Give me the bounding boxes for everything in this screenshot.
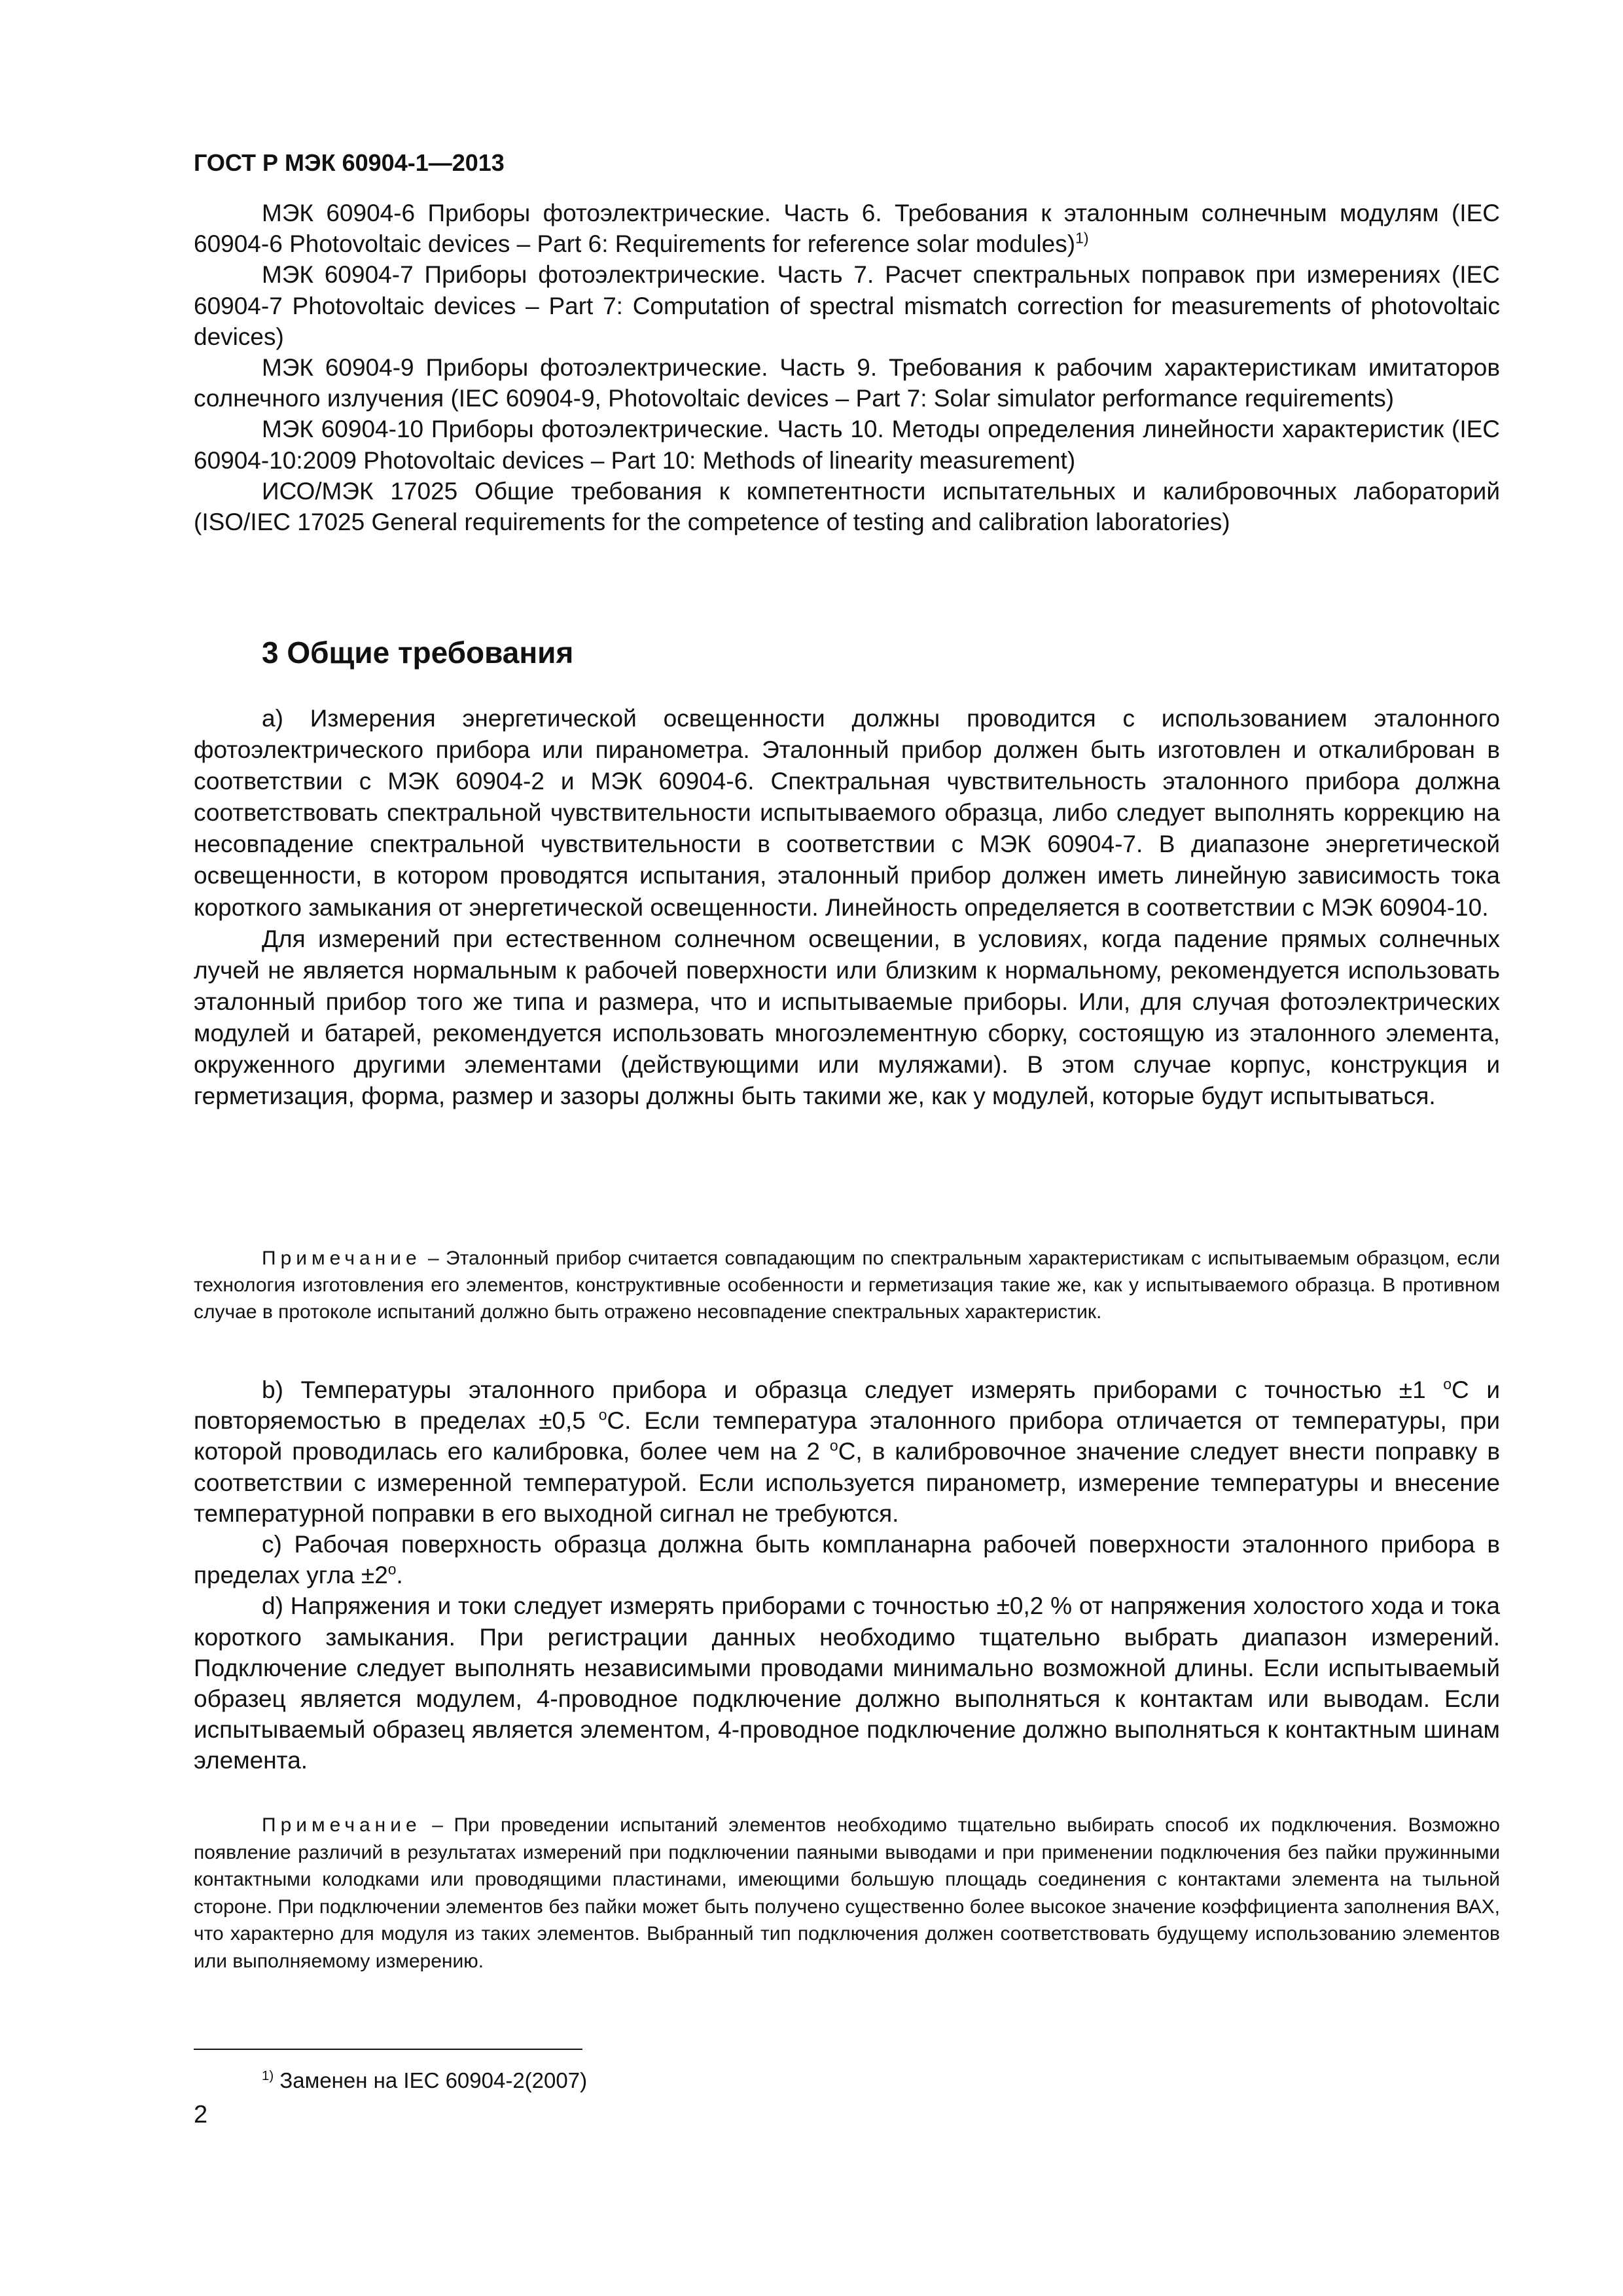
degree-mark: o (598, 1406, 607, 1424)
reference-item (194, 352, 1500, 414)
reference-item (194, 414, 1500, 475)
paragraph-b: b) Температуры эталонного прибора и образца следует измерять приборами с точностью ±1 $^o$С и повторяемостью в пределах ±0,5 $^o$С. Если температура эталонного прибора отличается от температуры, при которой проводилась его калибровка, более чем на 2 $^o$С, в калибровочное значение следует внести поправку в соответствии с измеренной температурой. Если используется пиранометр, измерение температуры и внесение температурной поправки в его выходной сигнал не требуются. (194, 1375, 1501, 1527)
reference-item (194, 259, 1500, 352)
section-body-a (194, 703, 1500, 1112)
note-label: Примечание (262, 1814, 421, 1836)
reference-text: Приборы фотоэлектрические. Часть 7. Расчет спектральных поправок при измерениях (IEC 60904-7 Photovoltaic devices – Part 7: Computation of spectral mismatch correction for measurements of photovoltaic devices) (194, 261, 1500, 350)
note-block (194, 1812, 1500, 1975)
reference-text: Общие требования к компетентности испытательных и калибровочных лабораторий (ISO/IEC 17025 General requirements for the competence of testing and calibration laboratories) (194, 477, 1501, 536)
footnote-marker: 1) (1075, 229, 1089, 247)
footnote-text: Заменен на IEC 60904-2(2007) (279, 2068, 588, 2092)
note-block (194, 1245, 1500, 1325)
footnote-divider (194, 2049, 582, 2050)
paragraph-c: c) Рабочая поверхность образца должна быть компланарна рабочей поверхности эталонного прибора в пределах угла $\pm 2^o$. (194, 1531, 1500, 1589)
reference-item (194, 198, 1500, 259)
section-body-b (194, 1374, 1500, 1776)
reference-code: МЭК 60904-7 (262, 261, 414, 289)
degree-mark: o (829, 1437, 838, 1455)
note-label: Примечание (262, 1247, 421, 1269)
degree-mark: o (387, 1560, 397, 1578)
page-number: 2 (194, 2101, 208, 2128)
paragraph-a: a) Измерения энергетической освещенности должны проводится с использованием эталонного фотоэлектрического прибора или пиранометра. Эталонный прибор должен быть изготовлен и откалиброван в соответствии с МЭК 60904-2 и МЭК 60904-6. Спектральная чувствительность эталонного прибора должна соответствовать спектральной чувствительности испытываемого образца, либо следует выполнять коррекцию на несовпадение спектральной чувствительности в соответствии с МЭК 60904-7. В диапазоне энергетической освещенности, в котором проводятся испытания, эталонный прибор должен иметь линейную зависимость тока короткого замыкания от энергетической освещенности. Линейность определяется в соответствии с МЭК 60904-10. (194, 705, 1500, 921)
paragraph-a-continued: Для измерений при естественном солнечном освещении, в условиях, когда падение прямых солнечных лучей не является нормальным к рабочей поверхности или близким к нормальному, рекомендуется использовать эталонный прибор того же типа и размера, что и испытываемые приборы. Или, для случая фотоэлектрических модулей и батарей, рекомендуется использовать многоэлементную сборку, состоящую из эталонного элемента, окруженного другими элементами (действующими или муляжами). В этом случае корпус, конструкция и герметизация, форма, размер и зазоры должны быть такими же, как у модулей, которые будут испытываться. (194, 925, 1500, 1110)
note-paragraph (194, 1812, 1500, 1975)
reference-code: МЭК 60904-6 (262, 200, 416, 226)
reference-item (194, 476, 1500, 537)
section-heading: 3 Общие требования (262, 636, 574, 670)
footnote-marker: 1) (262, 2068, 274, 2083)
reference-text: Приборы фотоэлектрические. Часть 6. Требования к эталонным солнечным модулям (IEC 60904-6 Photovoltaic devices – Part 6: Requirements for reference solar modules) (194, 200, 1500, 258)
footnote (262, 2068, 587, 2093)
note-text: – Эталонный прибор считается совпадающим по спектральным характеристикам с испытываемым образцом, если технология изготовления его элементов, конструктивные особенности и герметизация такие же, как у испытываемого образца. В противном случае в протоколе испытаний должно быть отражено несовпадение спектральных характеристик. (194, 1247, 1500, 1323)
reference-code: МЭК 60904-9 (262, 354, 414, 382)
paragraph-d: d) Напряжения и токи следует измерять приборами с точностью ±0,2 % от напряжения холостого хода и тока короткого замыкания. При регистрации данных необходимо тщательно выбрать диапазон измерений. Подключение следует выполнять независимыми проводами минимально возможной длины. Если испытываемый образец является модулем, 4-проводное подключение должно выполняться к контактам или выводам. Если испытываемый образец является элементом, 4-проводное подключение должно выполняться к контактным шинам элемента. (194, 1592, 1500, 1774)
reference-text: Приборы фотоэлектрические. Часть 9. Требования к рабочим характеристикам имитаторов солнечного излучения (IEC 60904-9, Photovoltaic devices – Part 7: Solar simulator performance requirements) (194, 354, 1500, 412)
degree-mark: o (1443, 1375, 1452, 1393)
reference-code: МЭК 60904-10 (262, 416, 424, 443)
normative-references (194, 198, 1500, 537)
reference-text: Приборы фотоэлектрические. Часть 10. Методы определения линейности характеристик (IEC 60904-10:2009 Photovoltaic devices – Part 10: Methods of linearity measurement) (194, 416, 1501, 474)
note-paragraph (194, 1245, 1500, 1325)
note-text: – При проведении испытаний элементов необходимо тщательно выбирать способ их подключения. Возможно появление различий в результатах измерений при подключении паяными выводами и при применении подключения без пайки пружинными контактными колодками или проводящими пластинами, имеющими большую площадь соединения с контактами элемента на тыльной стороне. При подключении элементов без пайки может быть получено существенно более высокое значение коэффициента заполнения ВАХ, что характерно для модуля из таких элементов. Выбранный тип подключения должен соответствовать будущему использованию элементов или выполняемому измерению. (194, 1814, 1500, 1972)
document-header: ГОСТ Р МЭК 60904-1—2013 (194, 149, 505, 176)
reference-code: ИСО/МЭК 17025 (262, 477, 458, 505)
